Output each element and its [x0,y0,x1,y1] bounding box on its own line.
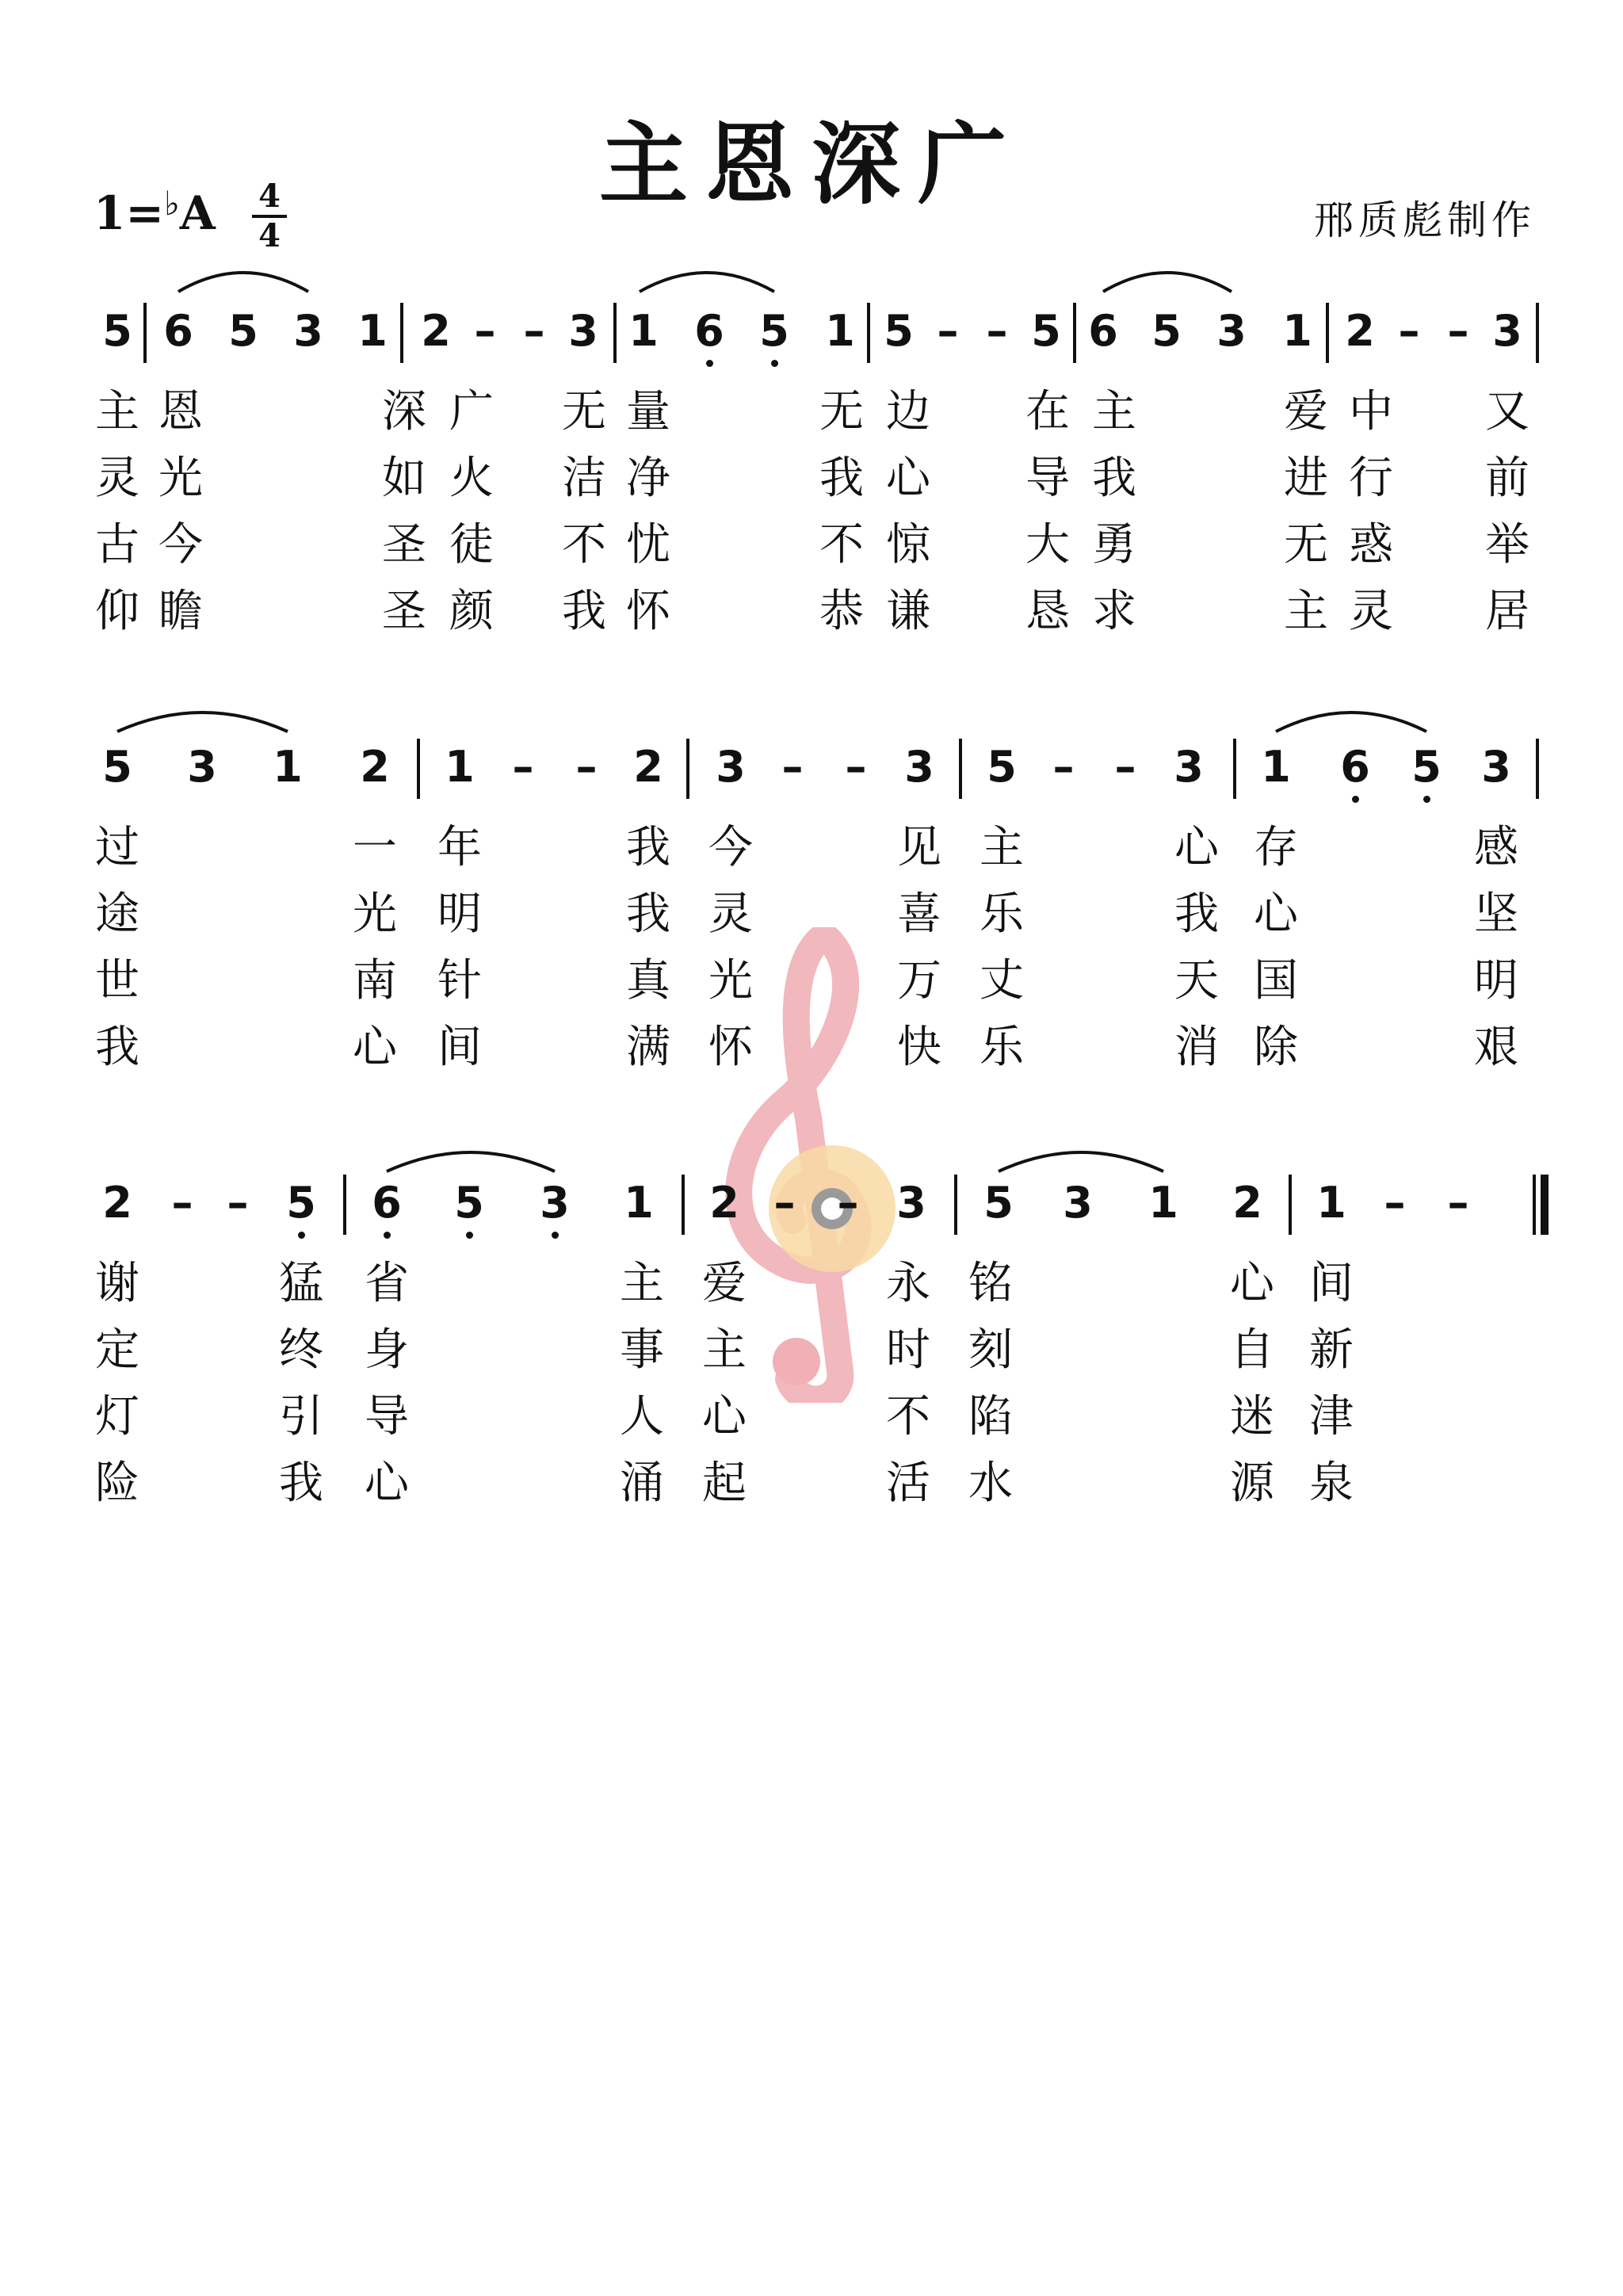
note: 3 [187,742,217,792]
note: 3 [1481,742,1511,792]
lyric-char: 满 [626,1022,670,1073]
lyric-char: 仰 [95,586,139,637]
lyric-char: 喜 [897,888,941,940]
dash-extension: – [575,742,598,792]
lyric-char: 瞻 [158,586,203,637]
time-signature-top: 4 [258,178,281,215]
lyric-char: 定 [95,1324,139,1376]
dash-extension: – [1114,742,1136,792]
lyric-char: 心 [365,1457,409,1509]
lyric-char: 涌 [620,1457,664,1509]
lyric-char: 主 [980,822,1024,873]
final-barline [1541,1175,1549,1235]
lower-octave-dot [552,1232,559,1239]
barline [343,1175,346,1235]
time-signature-bottom: 4 [258,217,281,254]
lyric-char: 刻 [968,1324,1013,1376]
lyric-char: 险 [95,1457,139,1509]
lyric-char: 深 [382,386,426,437]
barline [1289,1175,1292,1235]
lower-octave-dot [298,1232,305,1239]
dash-extension: – [773,1178,796,1228]
note: 3 [716,742,746,792]
lyric-char: 圣 [382,519,426,571]
note: 3 [1063,1178,1093,1228]
lyric-char: 途 [95,888,139,940]
lyric-char: 光 [158,453,203,504]
lyric-char: 明 [437,888,482,940]
lyric-char: 今 [708,822,753,873]
lyric-char: 主 [1092,386,1136,437]
dash-extension: – [1398,306,1420,356]
lyric-char: 徒 [449,519,494,571]
lower-octave-dot [771,360,778,367]
lower-octave-dot [1423,796,1430,803]
note: 2 [360,742,390,792]
lyric-char: 艰 [1474,1022,1518,1073]
lower-octave-dot [466,1232,473,1239]
lyric-char: 猛 [279,1258,323,1309]
note: 5 [884,306,914,356]
note: 5 [983,1178,1014,1228]
lyric-char: 起 [702,1457,747,1509]
lyric-char: 怀 [626,586,670,637]
lyric-char: 国 [1254,955,1298,1007]
barline [867,303,870,363]
lyric-char: 忧 [626,519,670,571]
note: 5 [1411,742,1442,792]
note: 2 [1345,306,1375,356]
note: 1 [1261,742,1291,792]
lyric-char: 快 [897,1022,941,1073]
lyric-char: 坚 [1474,888,1518,940]
lyric-char: 心 [886,453,930,504]
dash-extension: – [1447,306,1469,356]
dash-extension: – [474,306,496,356]
barline [1233,739,1236,799]
note: 6 [372,1178,402,1228]
lyric-char: 主 [1284,586,1328,637]
note: 3 [904,742,934,792]
note: 1 [628,306,659,356]
lyric-char: 我 [1174,888,1219,940]
note: 6 [1088,306,1118,356]
lyric-char: 惑 [1349,519,1393,571]
note: 2 [102,1178,132,1228]
dash-extension: – [845,742,867,792]
lyric-char: 主 [620,1258,664,1309]
lower-octave-dot [1352,796,1359,803]
note: 3 [540,1178,570,1228]
barline [1326,303,1329,363]
barline [417,739,420,799]
dash-extension: – [986,306,1008,356]
lyric-char: 中 [1349,386,1393,437]
lyric-char: 间 [1309,1258,1354,1309]
lyric-char: 见 [897,822,941,873]
lyric-char: 活 [886,1457,930,1509]
barline [959,739,962,799]
lyric-char: 恭 [819,586,864,637]
lower-octave-dot [384,1232,391,1239]
dash-extension: – [781,742,804,792]
lyric-char: 真 [626,955,670,1007]
lyric-char: 光 [708,955,753,1007]
dash-extension: – [523,306,545,356]
note: 1 [624,1178,654,1228]
lyric-char: 洁 [562,453,606,504]
slur [1103,273,1232,292]
lyric-char: 除 [1254,1022,1298,1073]
lyric-char: 火 [449,453,494,504]
note: 2 [1232,1178,1262,1228]
dash-extension: – [837,1178,859,1228]
lyric-char: 省 [365,1258,409,1309]
lyric-char: 心 [353,1022,397,1073]
dash-extension: – [937,306,959,356]
lyric-char: 量 [626,386,670,437]
lyric-char: 铭 [968,1258,1013,1309]
lyric-char: 天 [1174,955,1219,1007]
song-title: 主恩深广 [599,113,1024,216]
lyric-char: 恳 [1025,586,1070,637]
barline [954,1175,957,1235]
lyric-char: 针 [437,955,482,1007]
lyric-char: 勇 [1092,519,1136,571]
note: 6 [1340,742,1370,792]
lyric-char: 谦 [886,586,930,637]
lyric-char: 永 [886,1258,930,1309]
lyric-char: 举 [1485,519,1529,571]
lyric-char: 如 [382,453,426,504]
lyric-char: 主 [95,386,139,437]
slur [117,712,288,732]
note: 1 [357,306,388,356]
lyric-char: 在 [1025,386,1070,437]
author-credit: 邢质彪制作 [1314,197,1536,243]
note: 3 [1174,742,1204,792]
lyric-char: 今 [158,519,203,571]
lyric-char: 时 [886,1324,930,1376]
note: 1 [273,742,303,792]
lyric-char: 身 [365,1324,409,1376]
lyric-char: 心 [1254,888,1298,940]
lyric-char: 灵 [95,453,139,504]
note: 2 [421,306,451,356]
dash-extension: – [1447,1178,1469,1228]
lyric-char: 灯 [95,1391,139,1442]
lyric-char: 我 [626,888,670,940]
note: 2 [709,1178,739,1228]
slur [178,273,308,292]
note: 5 [1031,306,1061,356]
lyric-char: 心 [702,1391,747,1442]
note: 5 [286,1178,316,1228]
lyric-char: 新 [1309,1324,1354,1376]
time-signature [252,178,287,254]
lyric-char: 又 [1485,386,1529,437]
barline [143,303,147,363]
lyric-char: 乐 [980,888,1024,940]
lyric-char: 终 [279,1324,323,1376]
final-barline [1533,1175,1536,1235]
lyric-char: 间 [437,1022,482,1073]
barline [1536,303,1539,363]
lyric-char: 进 [1284,453,1328,504]
note: 5 [987,742,1017,792]
lyric-char: 世 [95,955,139,1007]
dash-extension: – [227,1178,249,1228]
key-signature: 1=♭A [94,184,216,240]
note: 1 [1282,306,1312,356]
lyric-char: 年 [437,822,482,873]
lyric-char: 主 [702,1324,747,1376]
lyric-char: 灵 [708,888,753,940]
note: 5 [228,306,258,356]
lyric-char: 不 [886,1391,930,1442]
lyric-char: 津 [1309,1391,1354,1442]
lyric-char: 不 [562,519,606,571]
lyric-char: 边 [886,386,930,437]
note: 3 [293,306,323,356]
lyric-char: 圣 [382,586,426,637]
lyric-char: 灵 [1349,586,1393,637]
slur [640,273,774,292]
dash-extension: – [1052,742,1075,792]
lyric-char: 前 [1485,453,1529,504]
note: 1 [445,742,475,792]
lyric-char: 事 [620,1324,664,1376]
lyric-char: 乐 [980,1022,1024,1073]
dash-extension: – [512,742,534,792]
note: 5 [759,306,789,356]
lyric-char: 我 [819,453,864,504]
note: 3 [1492,306,1522,356]
note: 3 [896,1178,926,1228]
lyric-char: 广 [449,386,494,437]
lyric-char: 源 [1230,1457,1274,1509]
slur [1276,712,1426,732]
lyric-char: 爱 [702,1258,747,1309]
lyric-char: 引 [279,1391,323,1442]
lyric-char: 存 [1254,822,1298,873]
lyric-char: 无 [819,386,864,437]
lyric-char: 心 [1230,1258,1274,1309]
note: 3 [1216,306,1247,356]
lyric-char: 我 [1092,453,1136,504]
lyric-char: 丈 [980,955,1024,1007]
lyric-char: 我 [626,822,670,873]
lower-octave-dot [706,360,713,367]
note: 6 [163,306,193,356]
lyric-char: 谢 [95,1258,139,1309]
note: 1 [1148,1178,1178,1228]
lyric-char: 水 [968,1457,1013,1509]
lyric-char: 爱 [1284,386,1328,437]
lyric-char: 大 [1025,519,1070,571]
lyric-char: 自 [1230,1324,1274,1376]
lyric-char: 一 [353,822,397,873]
lyric-char: 我 [95,1022,139,1073]
lyric-char: 恩 [158,386,203,437]
lyric-char: 消 [1174,1022,1219,1073]
lyric-char: 导 [1025,453,1070,504]
lyric-char: 惊 [886,519,930,571]
slur [999,1152,1163,1171]
dash-extension: – [171,1178,193,1228]
barline [1536,739,1539,799]
lyric-char: 迷 [1230,1391,1274,1442]
lyric-char: 净 [626,453,670,504]
lyric-char: 无 [562,386,606,437]
note: 1 [825,306,855,356]
note: 5 [102,306,132,356]
lyric-char: 南 [353,955,397,1007]
lyric-char: 颜 [449,586,494,637]
lyric-char: 泉 [1309,1457,1354,1509]
lyric-char: 怀 [708,1022,753,1073]
slur [387,1152,555,1171]
lyric-char: 古 [95,519,139,571]
note: 5 [454,1178,484,1228]
note: 1 [1316,1178,1346,1228]
lyric-char: 万 [897,955,941,1007]
dash-extension: – [1384,1178,1406,1228]
note: 5 [1151,306,1182,356]
lyric-char: 人 [620,1391,664,1442]
note: 2 [633,742,663,792]
lyric-char: 陷 [968,1391,1013,1442]
lyric-char: 不 [819,519,864,571]
lyric-char: 我 [279,1457,323,1509]
note: 5 [102,742,132,792]
flat-sign: ♭ [163,184,180,223]
lyric-char: 我 [562,586,606,637]
lyric-char: 明 [1474,955,1518,1007]
barline [1073,303,1076,363]
barline [686,739,689,799]
lyric-char: 无 [1284,519,1328,571]
barline [613,303,617,363]
lyric-char: 求 [1092,586,1136,637]
note: 6 [694,306,724,356]
lyric-char: 居 [1485,586,1529,637]
lyric-char: 心 [1174,822,1219,873]
lyric-char: 导 [365,1391,409,1442]
note: 3 [568,306,598,356]
barline [400,303,403,363]
lyric-char: 行 [1349,453,1393,504]
lyric-char: 过 [95,822,139,873]
lyric-char: 光 [353,888,397,940]
barline [682,1175,685,1235]
lyric-char: 感 [1474,822,1518,873]
